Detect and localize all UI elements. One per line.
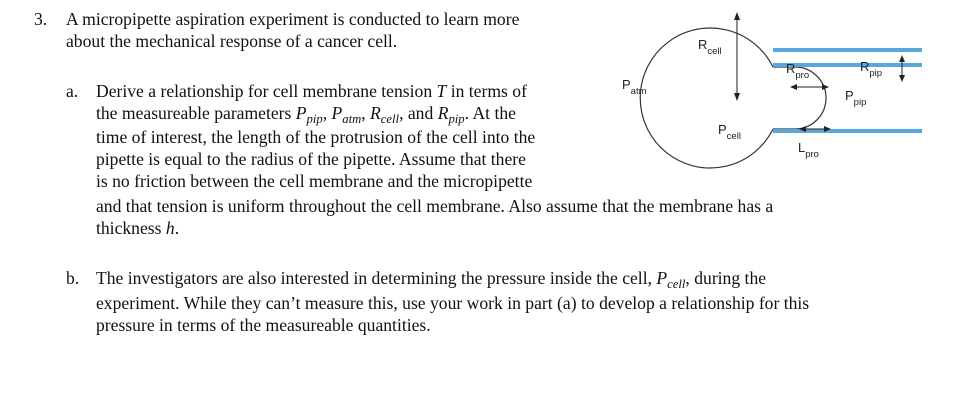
part-a-line-5: is no friction between the cell membrane and the micropipette xyxy=(96,171,533,191)
p-cell-label: $P_{cell}$ xyxy=(718,122,741,142)
l-pro-label: $L_{pro}$ xyxy=(798,140,819,160)
r-pip-arrowhead-bottom xyxy=(899,75,905,82)
part-a-label: a. xyxy=(66,81,79,101)
part-b-line-1: The investigators are also interested in determining the pressure inside the cell, $P_{cell}$, during the xyxy=(96,268,767,291)
part-a-line-7: thickness h. xyxy=(96,218,180,238)
question-intro-line-1: A micropipette aspiration experiment is conducted to learn more xyxy=(66,9,520,29)
r-pip-label: $R_{pip}$ xyxy=(860,59,883,79)
r-pro-label: $R_{pro}$ xyxy=(786,61,810,81)
question-intro-line-2: about the mechanical response of a cancer cell. xyxy=(66,31,398,51)
part-a-line-1: Derive a relationship for cell membrane tension T in terms of xyxy=(96,81,527,101)
part-a-line-6: and that tension is uniform throughout the cell membrane. Also assume that the membrane has a xyxy=(96,196,774,216)
part-b-line-3: pressure in terms of the measureable quantities. xyxy=(96,315,431,335)
p-atm-label: $P_{atm}$ xyxy=(622,77,647,97)
r-pro-arrowhead-right xyxy=(822,84,829,90)
r-pip-arrowhead-top xyxy=(899,55,905,62)
part-b-label: b. xyxy=(66,268,80,288)
part-b-line-2: experiment. While they can’t measure this, use your work in part (a) to develop a relationship for this xyxy=(96,293,810,313)
part-a-line-4: pipette is equal to the radius of the pipette. Assume that there xyxy=(96,149,526,169)
r-cell-arrowhead-bottom xyxy=(734,93,740,101)
r-pro-arrowhead-left xyxy=(790,84,797,90)
part-a-line-3: time of interest, the length of the protrusion of the cell into the xyxy=(96,127,536,147)
question-number: 3. xyxy=(34,9,48,29)
part-a-line-2: the measureable parameters $P_{pip}$, $P_{atm}$, $R_{cell}$, and $R_{pip}$. At the xyxy=(96,103,516,126)
r-cell-arrowhead-top xyxy=(734,12,740,20)
r-cell-label: $R_{cell}$ xyxy=(698,37,722,57)
p-pip-label: $P_{pip}$ xyxy=(845,88,867,108)
